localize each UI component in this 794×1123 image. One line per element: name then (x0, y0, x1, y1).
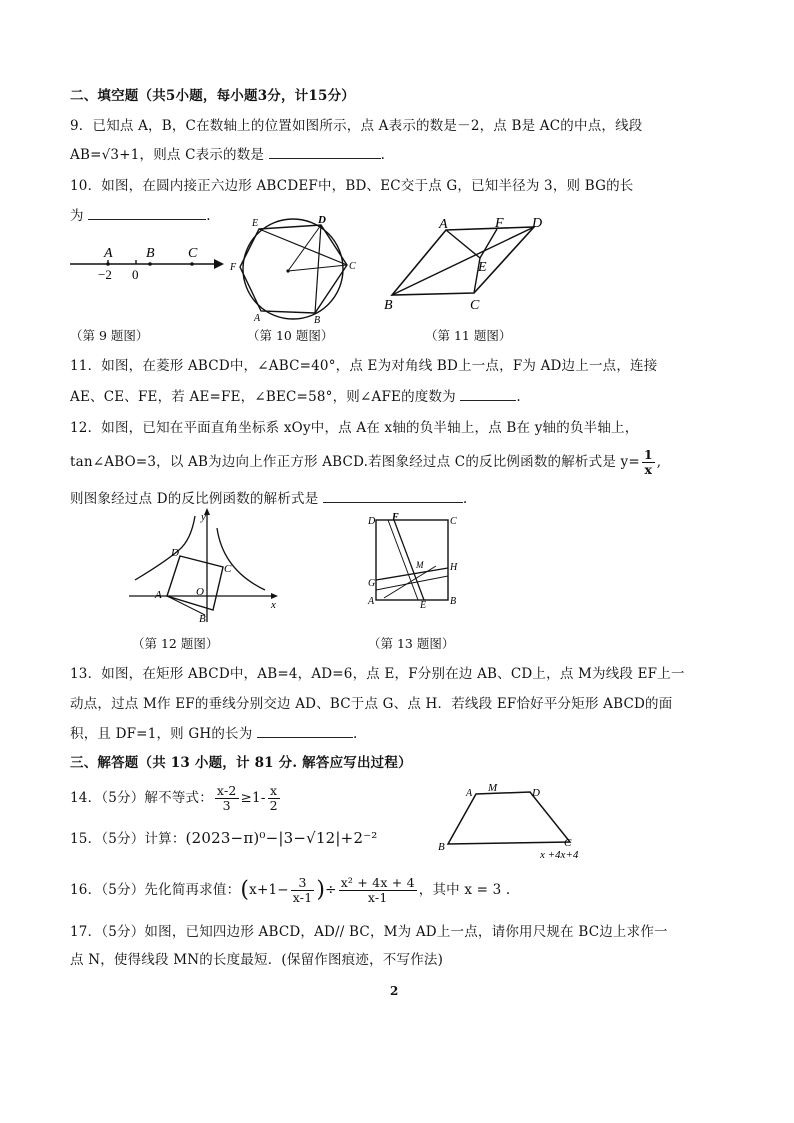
q16-divide: ÷ (325, 882, 337, 898)
fig17-label-d: D (532, 787, 540, 799)
q13-answer-blank[interactable] (257, 723, 353, 738)
fig17-handwritten-note: x +4x+4 (540, 849, 579, 861)
fig10-label-c: C (349, 261, 356, 272)
fig17-label-b: B (438, 841, 445, 853)
q13-end: . (352, 726, 358, 742)
fig12-label-y: y (201, 511, 206, 523)
q9-line2-mid: +1，则点 C表示的数是 (119, 147, 265, 163)
q13-line3-text: 积，且 DF=1，则 GH的长为 (70, 726, 253, 742)
fig9-label-c: C (188, 246, 198, 261)
q12-line2 (70, 448, 661, 477)
fig13-label-e: E (420, 600, 427, 611)
q12-frac-num: 1 (643, 447, 653, 462)
q16-line: 16．（5分）先化简再求值：(x+1− $\frac{3}{x-1}$ )÷ $\frac{\text{x² + 4x + 4}}{x-1}$ ，其中 x = 3 . (70, 875, 511, 905)
q12-line2-end: , (656, 454, 662, 470)
fig11-rhombus (384, 215, 554, 315)
fig12-caption: （第 12 题图） (132, 636, 219, 651)
fig17-label-m: M (488, 782, 498, 794)
q16-frac2-num: x² + 4x + 4 (340, 875, 415, 890)
fig12-label-x: x (271, 599, 276, 611)
q13-line3 (70, 723, 357, 744)
fig12-label-a: A (155, 589, 162, 601)
fig9-caption: （第 9 题图） (70, 328, 149, 343)
q13-line2: 动点，过点 M作 EF的垂线分别交边 AD、BC于点 G、点 H．若线段 EF恰好平分矩形 ABCD的面 (70, 696, 673, 712)
section3-heading: 三、解答题（共 13 小题，计 81 分. 解答应写出过程） (70, 755, 412, 771)
fig10-caption: （第 10 题图） (247, 328, 334, 343)
q14-prefix: 14．（5分）解不等式： (70, 790, 213, 806)
fig9-label-b: B (146, 246, 155, 261)
fig13-label-m: M (416, 560, 424, 570)
fig13-caption: （第 13 题图） (368, 636, 455, 651)
q15-line (70, 828, 378, 849)
q12-answer-blank[interactable] (323, 488, 463, 503)
fig17-trapezoid (436, 782, 616, 862)
fig10-hexagon-circle (230, 214, 362, 327)
q14-mid: ≥1- (240, 790, 266, 806)
fig12-label-o: O (196, 586, 204, 598)
q10-end: . (206, 208, 211, 224)
q14-frac1-den: 3 (222, 798, 231, 813)
q16-suffix: ，其中 x = 3 . (418, 882, 511, 898)
q15-prefix: 15．（5分）计算： (70, 831, 186, 847)
q9-answer-blank[interactable] (269, 144, 381, 159)
q12-line2-text: tan∠ABO=3，以 AB为边向上作正方形 ABCD.若图象经过点 C的反比例函数的解析式是 y= (70, 454, 640, 470)
q9-line1: 9．已知点 A，B，C在数轴上的位置如图所示，点 A表示的数是－2，点 B是 AC的中点，线段 (70, 118, 643, 134)
fig10-label-f: F (230, 262, 237, 273)
fig13-label-g: G (368, 578, 376, 589)
q17-line1: 17．（5分）如图，已知四边形 ABCD，AD// BC，M为 AD上一点，请你用尺规在 BC边上求作一 (70, 924, 668, 940)
q9-end: . (380, 147, 386, 163)
q10-answer-blank[interactable] (88, 205, 206, 220)
q10-wei: 为 (70, 208, 84, 224)
fig13-label-f: F (392, 512, 399, 523)
q11-line2-text: AE、CE、FE，若 AE=FE，∠BEC=58°，则∠AFE的度数为 (70, 389, 456, 405)
q11-end: . (516, 389, 521, 405)
fig9-label-minus2: −2 (98, 267, 112, 282)
q16-frac1-den: x-1 (292, 890, 313, 905)
q14-line (70, 784, 282, 813)
fig13-label-d: D (368, 516, 376, 527)
q17-line2: 点 N，使得线段 MN的长度最短．(保留作图痕迹，不写作法) (70, 952, 444, 968)
q12-line1: 12．如图，已知在平面直角坐标系 xOy中，点 A在 x轴的负半轴上，点 B在 y轴的负半轴上， (70, 420, 639, 436)
fig13-label-a: A (368, 596, 375, 607)
fig10-label-d: D (318, 214, 326, 226)
q10-line1: 10．如图，在圆内接正六边形 ABCDEF中，BD、EC交于点 G，已知半径为 3，则 BG的长 (70, 178, 634, 194)
fig17-label-a: A (466, 788, 473, 799)
fig11-label-b: B (384, 298, 393, 313)
q11-line1: 11．如图，在菱形 ABCD中，∠ABC=40°，点 E为对角线 BD上一点，F为 AD边上一点，连接 (70, 358, 658, 374)
fig11-label-c: C (470, 298, 480, 313)
fig10-label-b: B (314, 315, 321, 326)
fig9-label-a: A (104, 246, 113, 261)
fig11-label-f: F (495, 216, 504, 231)
fig10-label-a: A (254, 313, 261, 324)
fig11-label-e: E (478, 260, 487, 275)
q14-frac2-num: x (268, 784, 280, 799)
q11-answer-blank[interactable] (460, 386, 516, 401)
fig12-label-b: B (199, 613, 206, 625)
page-number: 2 (390, 984, 399, 998)
q12-line3 (70, 488, 467, 509)
q14-frac1-num: x-2 (216, 783, 237, 798)
fig13-label-h: H (450, 562, 458, 573)
fig10-label-e: E (252, 218, 259, 229)
fig9-number-line (68, 243, 228, 293)
q16-prefix: 16．（5分）先化简再求值： (70, 882, 241, 898)
fig13-rectangle (366, 510, 466, 610)
fig11-label-a: A (439, 217, 448, 232)
q9-ab-label: AB= (70, 147, 102, 163)
fig11-label-d: D (532, 216, 543, 231)
fig12-coordinate-square (125, 510, 285, 630)
q14-frac2-den: 2 (269, 798, 278, 813)
fig11-caption: （第 11 题图） (425, 328, 512, 343)
q10-line2 (70, 205, 211, 226)
q15-expression: (2023−π)⁰−|3−√12|+2⁻² (185, 829, 378, 847)
q12-line3-text: 则图象经过点 D的反比例函数的解析式是 (70, 491, 319, 507)
fig9-label-zero: 0 (132, 267, 139, 282)
section2-heading: 二、填空题（共5小题，每小题3分，计15分） (70, 88, 355, 104)
q9-line2 (70, 144, 385, 165)
q11-line2 (70, 386, 521, 407)
fig17-label-c: C (564, 837, 572, 849)
q13-line1: 13．如图，在矩形 ABCD中，AB=4，AD=6，点 E，F分别在边 AB、CD上，点 M为线段 EF上一 (70, 666, 685, 682)
fig12-label-c: C (224, 563, 232, 575)
fig13-label-c: C (450, 516, 457, 527)
q12-end: . (462, 491, 468, 507)
fig13-label-b: B (450, 596, 457, 607)
q16-frac1-num: 3 (291, 876, 315, 891)
q9-sqrt: √3 (101, 147, 120, 163)
fig12-label-d: D (171, 547, 179, 559)
q16-inner: x+1− (249, 882, 289, 898)
q12-frac-den: x (644, 462, 653, 477)
q16-frac2-den: x-1 (367, 890, 388, 905)
